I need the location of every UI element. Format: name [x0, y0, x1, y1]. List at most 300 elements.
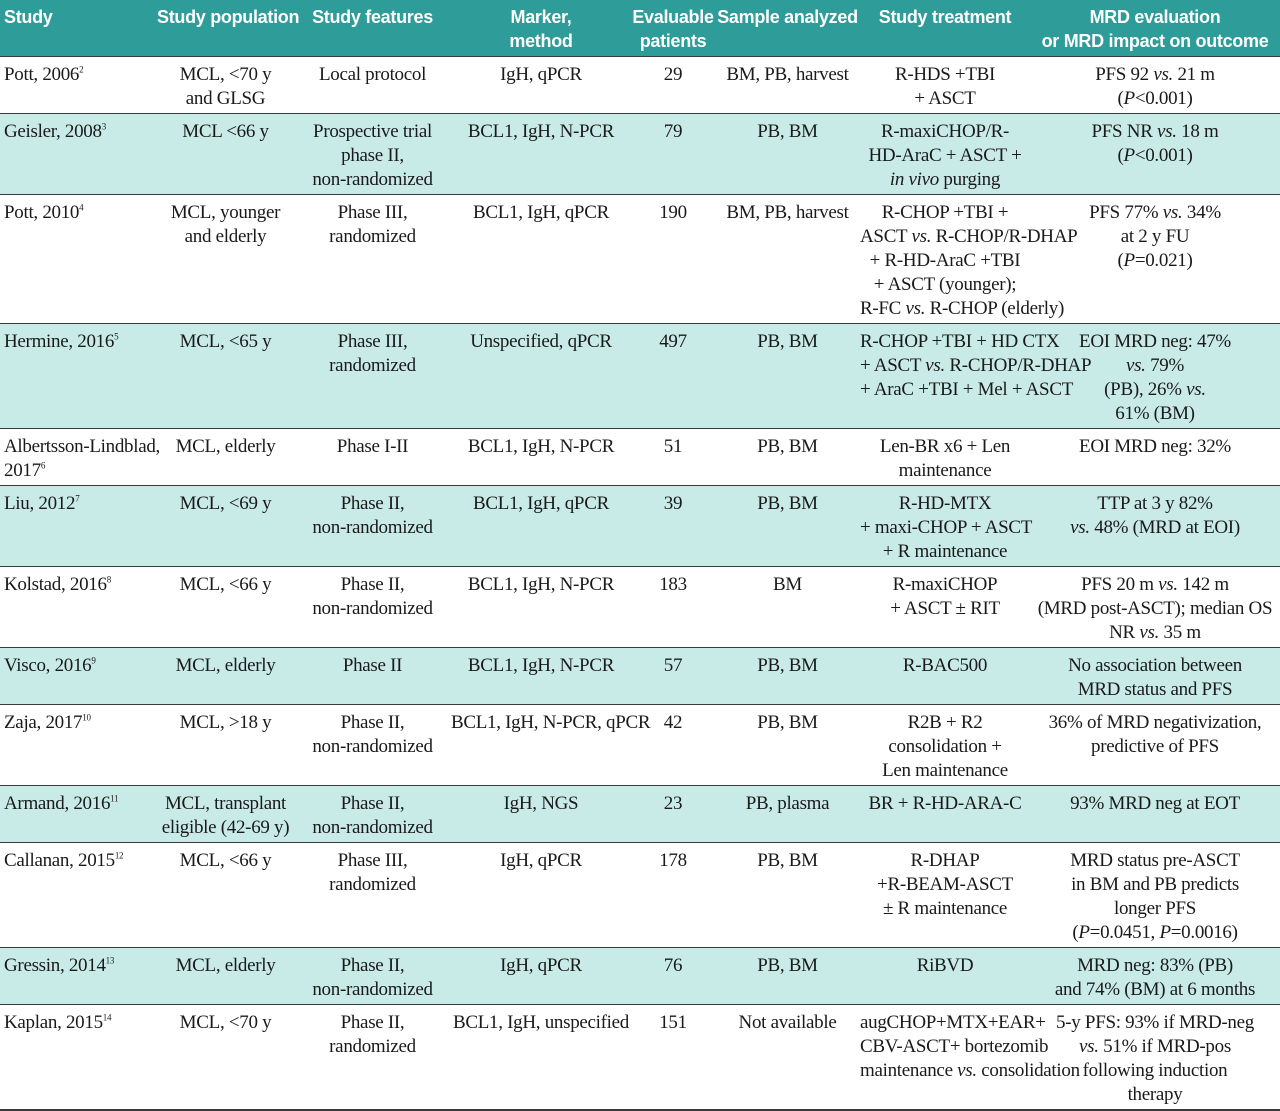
cell-text-line: consolidation + — [888, 735, 1002, 757]
cell-mrd-evaluation — [1030, 113, 1280, 194]
cell-evaluable-patients — [631, 194, 715, 323]
cell-text-line: Liu, 2012$^7$ — [4, 492, 80, 514]
cell-study-population — [157, 428, 294, 485]
cell-text-line: Phase III, — [337, 201, 408, 223]
header-study — [0, 0, 157, 56]
cell-mrd-evaluation — [1030, 647, 1280, 704]
cell-text-line: longer PFS — [1114, 897, 1196, 919]
cell-study-features — [294, 428, 451, 485]
cell-study-population — [157, 113, 294, 194]
cell-study-features — [294, 485, 451, 566]
cell-text-line: BCL1, IgH, qPCR — [473, 201, 609, 223]
cell-study-population — [157, 323, 294, 428]
cell-study — [0, 428, 161, 485]
cell-study-population — [157, 566, 294, 647]
cell-evaluable-patients — [631, 56, 715, 113]
cell-study-treatment — [860, 428, 1030, 485]
cell-mrd-evaluation — [1030, 566, 1280, 647]
cell-text-line: non-randomized — [312, 978, 433, 1000]
cell-text-line: PB, BM — [757, 654, 818, 676]
cell-sample-analyzed — [715, 704, 860, 785]
header-study-population — [157, 0, 300, 56]
cell-text-line: 51 — [663, 435, 683, 457]
cell-text-line: Gressin, 2014$^{13}$ — [4, 954, 115, 976]
cell-text-line: R-maxiCHOP — [892, 573, 998, 595]
cell-text-line: MCL, transplant — [164, 792, 287, 814]
header-label-line: MRD evaluation — [1089, 7, 1221, 27]
cell-text-line: and GLSG — [185, 87, 266, 109]
cell-text-line: PB, BM — [757, 435, 818, 457]
cell-study — [0, 1004, 157, 1110]
cell-study — [0, 323, 157, 428]
cell-text-line: 5-y PFS: 93% if MRD-neg — [1056, 1011, 1254, 1033]
cell-text-line: MRD neg: 83% (PB) — [1077, 954, 1233, 976]
cell-study-features — [294, 947, 451, 1004]
cell-text-line: IgH, qPCR — [500, 954, 582, 976]
cell-text-line: BM, PB, harvest — [726, 201, 849, 223]
cell-text-line: R-maxiCHOP/R- — [880, 120, 1010, 142]
cell-study-treatment — [860, 785, 1030, 842]
table-row — [0, 566, 1280, 647]
cell-text-line: (P=0.021) — [1117, 249, 1193, 271]
cell-text-line: PB, BM — [757, 492, 818, 514]
cell-text-line: 23 — [663, 792, 683, 814]
table-header-row — [0, 0, 1280, 56]
cell-text-line: randomized — [329, 354, 416, 376]
cell-evaluable-patients — [631, 947, 715, 1004]
cell-text-line: BCL1, IgH, qPCR — [473, 492, 609, 514]
header-label-line: or MRD impact on outcome — [1041, 31, 1269, 51]
cell-text-line: Phase III, — [337, 330, 408, 352]
cell-text-line: Not available — [738, 1011, 837, 1033]
cell-evaluable-patients — [631, 647, 715, 704]
cell-marker-method — [451, 56, 631, 113]
cell-text-line: R-FC vs. R-CHOP (elderly) — [860, 297, 1064, 319]
cell-text-line: (P<0.001) — [1117, 87, 1193, 109]
table-row — [0, 323, 1280, 428]
cell-text-line: Len-BR x6 + Len — [879, 435, 1011, 457]
cell-text-line: CBV-ASCT+ bortezomib — [860, 1035, 1049, 1057]
cell-text-line: vs. 79% — [1125, 354, 1185, 376]
cell-sample-analyzed — [715, 1004, 860, 1110]
cell-study-population — [157, 785, 294, 842]
cell-study-treatment — [860, 647, 1030, 704]
cell-text-line: BM — [773, 573, 802, 595]
table-row — [0, 842, 1280, 947]
cell-mrd-evaluation — [1030, 704, 1280, 785]
reference-number: 7 — [75, 493, 80, 504]
cell-text-line: RiBVD — [916, 954, 974, 976]
cell-text-line: 2017$^6$ — [4, 459, 46, 481]
cell-text-line: + ASCT — [914, 87, 976, 109]
cell-text-line: 178 — [659, 849, 687, 871]
cell-marker-method — [451, 113, 631, 194]
cell-text-line: EOI MRD neg: 32% — [1079, 435, 1231, 457]
cell-text-line: non-randomized — [312, 816, 433, 838]
cell-text-line: in BM and PB predicts — [1071, 873, 1239, 895]
cell-text-line: BCL1, IgH, N-PCR — [467, 435, 615, 457]
cell-sample-analyzed — [715, 947, 860, 1004]
cell-text-line: MCL, >18 y — [179, 711, 272, 733]
cell-mrd-evaluation — [1030, 194, 1280, 323]
cell-study — [0, 647, 157, 704]
header-label-line: Study features — [312, 7, 433, 27]
cell-text-line: 183 — [659, 573, 687, 595]
cell-text-line: R-HD-MTX — [898, 492, 992, 514]
cell-text-line: Phase I-II — [336, 435, 409, 457]
reference-number: 3 — [101, 121, 106, 132]
cell-text-line: TTP at 3 y 82% — [1097, 492, 1213, 514]
cell-marker-method — [451, 647, 631, 704]
cell-text-line: Phase II, — [340, 792, 405, 814]
cell-study — [0, 485, 157, 566]
cell-text-line: (MRD post-ASCT); median OS — [1037, 597, 1273, 619]
cell-text-line: IgH, qPCR — [500, 849, 582, 871]
cell-text-line: (P<0.001) — [1117, 144, 1193, 166]
cell-text-line: randomized — [329, 873, 416, 895]
cell-text-line: IgH, qPCR — [500, 63, 582, 85]
cell-text-line: BR + R-HD-ARA-C — [868, 792, 1022, 814]
cell-text-line: 497 — [659, 330, 687, 352]
cell-text-line: +R-BEAM-ASCT — [877, 873, 1013, 895]
cell-study — [0, 704, 157, 785]
cell-text-line: 57 — [663, 654, 683, 676]
cell-sample-analyzed — [715, 323, 860, 428]
cell-text-line: 190 — [659, 201, 687, 223]
cell-marker-method — [451, 785, 631, 842]
cell-text-line: BCL1, IgH, N-PCR, qPCR — [451, 711, 651, 733]
cell-text-line: following induction — [1082, 1059, 1228, 1081]
header-label-line: method — [509, 31, 573, 51]
cell-text-line: + R-HD-AraC +TBI — [869, 249, 1021, 271]
cell-text-line: PB, plasma — [745, 792, 830, 814]
cell-text-line: at 2 y FU — [1120, 225, 1190, 247]
table-row — [0, 1004, 1280, 1110]
header-label-line: Study — [4, 7, 53, 27]
cell-text-line: maintenance — [898, 459, 992, 481]
cell-text-line: (PB), 26% vs. — [1104, 378, 1206, 400]
cell-text-line: MCL, <66 y — [179, 573, 272, 595]
cell-text-line: in vivo purging — [889, 168, 1001, 190]
table-row — [0, 485, 1280, 566]
cell-study-population — [157, 1004, 294, 1110]
cell-study-features — [294, 194, 451, 323]
cell-text-line: 151 — [659, 1011, 687, 1033]
cell-text-line: MCL, <69 y — [179, 492, 272, 514]
cell-mrd-evaluation — [1030, 842, 1280, 947]
cell-marker-method — [451, 947, 631, 1004]
cell-sample-analyzed — [715, 842, 860, 947]
cell-text-line: MCL <66 y — [182, 120, 269, 142]
cell-mrd-evaluation — [1030, 947, 1280, 1004]
cell-sample-analyzed — [715, 785, 860, 842]
cell-marker-method — [451, 566, 631, 647]
cell-text-line: Visco, 2016$^9$ — [4, 654, 96, 676]
cell-text-line: Len maintenance — [882, 759, 1008, 781]
cell-text-line: MCL, <70 y — [179, 63, 272, 85]
cell-text-line: BCL1, IgH, N-PCR — [467, 573, 615, 595]
cell-text-line: Local protocol — [318, 63, 427, 85]
cell-text-line: ± R maintenance — [882, 897, 1008, 919]
cell-text-line: R-HDS +TBI — [894, 63, 996, 85]
cell-mrd-evaluation — [1030, 428, 1280, 485]
cell-text-line: Kolstad, 2016$^8$ — [4, 573, 111, 595]
header-mrd-evaluation — [1030, 0, 1280, 56]
cell-text-line: maintenance vs. consolidation — [860, 1059, 1080, 1081]
cell-evaluable-patients — [631, 113, 715, 194]
cell-study — [0, 785, 157, 842]
cell-study-population — [157, 485, 294, 566]
cell-text-line: + ASCT (younger); — [873, 273, 1017, 295]
cell-text-line: therapy — [1127, 1083, 1183, 1105]
cell-text-line: BCL1, IgH, N-PCR — [467, 120, 615, 142]
header-label-line: Marker, — [510, 7, 572, 27]
table-row — [0, 947, 1280, 1004]
cell-text-line: Phase III, — [337, 849, 408, 871]
cell-sample-analyzed — [715, 647, 860, 704]
cell-sample-analyzed — [715, 485, 860, 566]
cell-marker-method — [451, 704, 651, 785]
cell-text-line: HD-AraC + ASCT + — [868, 144, 1022, 166]
cell-marker-method — [451, 194, 631, 323]
table-row — [0, 194, 1280, 323]
cell-marker-method — [451, 842, 631, 947]
cell-marker-method — [451, 1004, 631, 1110]
cell-text-line: 42 — [663, 711, 683, 733]
cell-text-line: 61% (BM) — [1115, 402, 1195, 424]
cell-text-line: MCL, <65 y — [179, 330, 272, 352]
cell-study-features — [294, 323, 451, 428]
cell-study-population — [157, 56, 294, 113]
cell-study — [0, 194, 157, 323]
cell-study — [0, 842, 157, 947]
cell-study — [0, 56, 157, 113]
cell-mrd-evaluation — [1030, 1004, 1280, 1110]
reference-number: 14 — [102, 1012, 112, 1023]
table-row — [0, 647, 1280, 704]
reference-number: 9 — [91, 655, 96, 666]
cell-text-line: randomized — [329, 225, 416, 247]
cell-text-line: Phase II, — [340, 711, 405, 733]
cell-text-line: Phase II, — [340, 573, 405, 595]
cell-text-line: BCL1, IgH, unspecified — [453, 1011, 629, 1033]
cell-sample-analyzed — [715, 194, 860, 323]
cell-evaluable-patients — [631, 1004, 715, 1110]
reference-number: 4 — [79, 202, 84, 213]
cell-sample-analyzed — [715, 56, 860, 113]
cell-evaluable-patients — [631, 428, 715, 485]
table-row — [0, 428, 1280, 485]
cell-text-line: + maxi-CHOP + ASCT — [860, 516, 1033, 538]
cell-text-line: MCL, elderly — [175, 654, 276, 676]
cell-evaluable-patients — [631, 566, 715, 647]
header-marker-method — [451, 0, 631, 56]
reference-number: 10 — [82, 712, 91, 723]
cell-text-line: BM, PB, harvest — [726, 63, 849, 85]
cell-text-line: augCHOP+MTX+EAR+ — [860, 1011, 1046, 1033]
cell-text-line: non-randomized — [312, 735, 433, 757]
cell-text-line: non-randomized — [312, 516, 433, 538]
cell-text-line: non-randomized — [312, 168, 433, 190]
reference-number: 11 — [110, 793, 119, 804]
cell-study-treatment — [860, 113, 1030, 194]
cell-text-line: Armand, 2016$^{11}$ — [4, 792, 119, 814]
cell-study-treatment — [860, 323, 1092, 428]
cell-sample-analyzed — [715, 566, 860, 647]
cell-text-line: R2B + R2 — [907, 711, 983, 733]
reference-number: 8 — [106, 574, 111, 585]
cell-marker-method — [451, 323, 631, 428]
cell-text-line: Albertsson-Lindblad, — [4, 435, 161, 457]
cell-text-line: + ASCT vs. R-CHOP/R-DHAP — [860, 354, 1092, 376]
cell-study-population — [157, 647, 294, 704]
cell-text-line: and elderly — [184, 225, 267, 247]
header-label-line: Evaluable — [632, 7, 714, 27]
cell-text-line: No association between — [1068, 654, 1242, 676]
header-label-line: patients — [639, 31, 707, 51]
cell-text-line: PFS 92 vs. 21 m — [1095, 63, 1215, 85]
cell-text-line: PB, BM — [757, 954, 818, 976]
cell-evaluable-patients — [631, 323, 715, 428]
cell-sample-analyzed — [715, 428, 860, 485]
cell-text-line: MRD status pre-ASCT — [1070, 849, 1240, 871]
cell-text-line: Unspecified, qPCR — [470, 330, 612, 352]
cell-text-line: MRD status and PFS — [1077, 678, 1233, 700]
cell-text-line: Phase II — [342, 654, 403, 676]
cell-text-line: 79 — [663, 120, 683, 142]
cell-study-features — [294, 1004, 451, 1110]
cell-text-line: MCL, <70 y — [179, 1011, 272, 1033]
cell-text-line: MCL, younger — [170, 201, 281, 223]
cell-text-line: vs. 51% if MRD-pos — [1079, 1035, 1231, 1057]
cell-study-population — [157, 947, 294, 1004]
cell-text-line: MCL, elderly — [175, 954, 276, 976]
cell-study-treatment — [860, 704, 1030, 785]
reference-number: 12 — [114, 850, 124, 861]
cell-text-line: IgH, NGS — [503, 792, 579, 814]
cell-study-treatment — [860, 56, 1030, 113]
cell-text-line: PFS 77% vs. 34% — [1089, 201, 1221, 223]
cell-text-line: Zaja, 2017$^{10}$ — [4, 711, 91, 733]
cell-text-line: Phase II, — [340, 954, 405, 976]
cell-study-treatment — [860, 842, 1030, 947]
header-label-line: Sample analyzed — [717, 7, 858, 27]
cell-study-treatment — [860, 485, 1033, 566]
cell-text-line: PB, BM — [757, 849, 818, 871]
cell-text-line: Callanan, 2015$^{12}$ — [4, 849, 124, 871]
cell-study-features — [294, 785, 451, 842]
cell-study-treatment — [860, 194, 1078, 323]
cell-text-line: + AraC +TBI + Mel + ASCT — [860, 378, 1073, 400]
cell-study-features — [294, 56, 451, 113]
header-label-line: Study population — [157, 7, 300, 27]
cell-text-line: NR vs. 35 m — [1109, 621, 1201, 643]
cell-text-line: Phase II, — [340, 492, 405, 514]
cell-text-line: MCL, elderly — [175, 435, 276, 457]
cell-text-line: 93% MRD neg at EOT — [1070, 792, 1240, 814]
cell-text-line: Phase II, — [340, 1011, 405, 1033]
cell-text-line: Pott, 2006$^2$ — [4, 63, 84, 85]
header-label-line: Study treatment — [878, 7, 1012, 27]
cell-text-line: PB, BM — [757, 120, 818, 142]
reference-number: 2 — [79, 64, 84, 75]
cell-text-line: randomized — [329, 1035, 416, 1057]
cell-text-line: R-BAC500 — [902, 654, 988, 676]
reference-number: 5 — [114, 331, 119, 342]
header-study-features — [294, 0, 451, 56]
cell-text-line: PFS NR vs. 18 m — [1091, 120, 1219, 142]
cell-text-line: PB, BM — [757, 711, 818, 733]
cell-text-line: Kaplan, 2015$^{14}$ — [4, 1011, 112, 1033]
cell-study-treatment — [860, 947, 1030, 1004]
cell-study-population — [157, 194, 294, 323]
cell-text-line: 36% of MRD negativization, — [1048, 711, 1262, 733]
cell-study-treatment — [860, 1004, 1080, 1110]
cell-text-line: vs. 48% (MRD at EOI) — [1070, 516, 1240, 538]
header-sample-analyzed — [715, 0, 860, 56]
cell-study-treatment — [860, 566, 1030, 647]
table-row — [0, 113, 1280, 194]
reference-number: 6 — [40, 460, 46, 471]
cell-study — [0, 113, 157, 194]
cell-text-line: Hermine, 2016$^5$ — [4, 330, 119, 352]
cell-study-features — [294, 647, 451, 704]
cell-text-line: predictive of PFS — [1091, 735, 1219, 757]
cell-study-population — [157, 842, 294, 947]
cell-text-line: phase II, — [341, 144, 404, 166]
cell-text-line: R-DHAP — [910, 849, 980, 871]
cell-text-line: PB, BM — [757, 330, 818, 352]
cell-study — [0, 947, 157, 1004]
cell-text-line: Prospective trial — [313, 120, 432, 142]
cell-study-features — [294, 704, 451, 785]
cell-mrd-evaluation — [1030, 485, 1280, 566]
cell-text-line: and 74% (BM) at 6 months — [1054, 978, 1256, 1000]
cell-text-line: PFS 20 m vs. 142 m — [1081, 573, 1229, 595]
cell-text-line: + R maintenance — [882, 540, 1008, 562]
cell-mrd-evaluation — [1030, 785, 1280, 842]
cell-text-line: EOI MRD neg: 47% — [1079, 330, 1231, 352]
cell-study-population — [157, 704, 294, 785]
cell-marker-method — [451, 485, 631, 566]
table-body — [0, 56, 1280, 1110]
cell-marker-method — [451, 428, 631, 485]
cell-text-line: Pott, 2010$^4$ — [4, 201, 84, 223]
header-evaluable-patients — [631, 0, 715, 56]
cell-text-line: ASCT vs. R-CHOP/R-DHAP — [860, 225, 1078, 247]
table-row — [0, 785, 1280, 842]
reference-number: 13 — [105, 955, 115, 966]
cell-study-features — [294, 566, 451, 647]
cell-text-line: 29 — [663, 63, 683, 85]
cell-text-line: R-CHOP +TBI + HD CTX — [860, 330, 1060, 352]
cell-text-line: eligible (42-69 y) — [161, 816, 290, 838]
cell-study-features — [294, 113, 451, 194]
cell-study-features — [294, 842, 451, 947]
cell-text-line: MCL, <66 y — [179, 849, 272, 871]
cell-evaluable-patients — [631, 485, 715, 566]
cell-text-line: 76 — [663, 954, 683, 976]
cell-text-line: BCL1, IgH, N-PCR — [467, 654, 615, 676]
cell-text-line: Geisler, 2008$^3$ — [4, 120, 106, 142]
cell-text-line: R-CHOP +TBI + — [881, 201, 1009, 223]
cell-text-line: + ASCT ± RIT — [890, 597, 1000, 619]
cell-study — [0, 566, 157, 647]
table-row — [0, 704, 1280, 785]
cell-sample-analyzed — [715, 113, 860, 194]
header-study-treatment — [860, 0, 1030, 56]
cell-mrd-evaluation — [1030, 56, 1280, 113]
